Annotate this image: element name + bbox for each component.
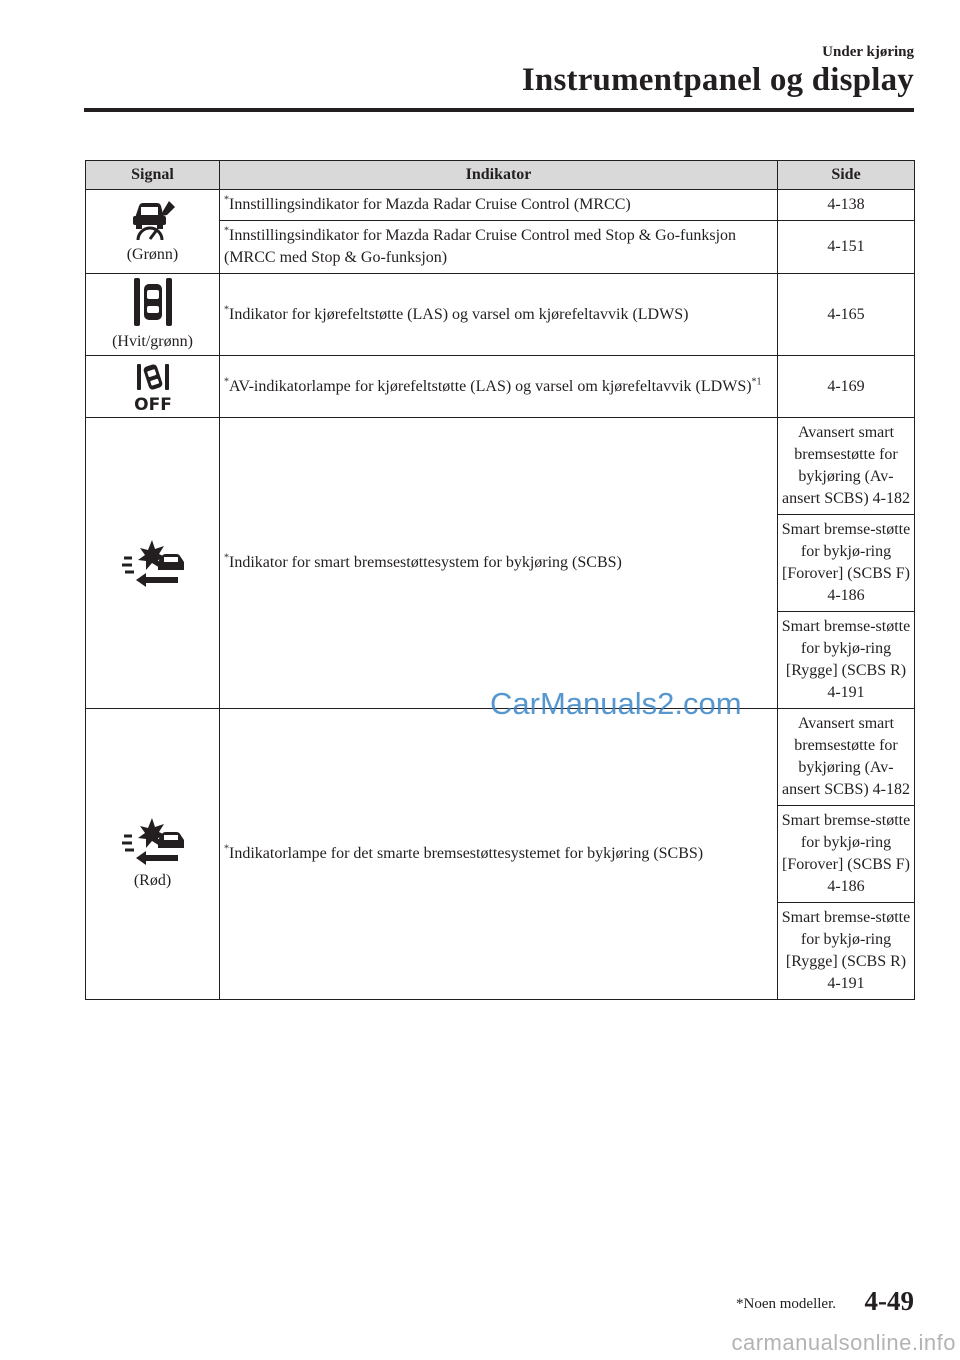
signal-cell [86,709,220,1000]
section-label: Under kjøring [822,44,914,60]
table-row [86,709,915,806]
indicator-cell: *Indikatorlampe for det smarte bremsestøttesystemet for bykjøring (SCBS) [220,709,778,1000]
signal-cell [86,356,220,418]
watermark: CarManuals2.com [490,686,742,721]
signal-table [85,160,915,1000]
page-reference: Smart bremse-støtte for bykjø-ring [Forover] (SCBS F) 4-186 [778,515,915,612]
lane-off-icon [131,362,175,412]
indicator-cell: *Innstillingsindikator for Mazda Radar Cruise Control (MRCC) [220,190,778,221]
page-reference: 4-138 [778,190,915,221]
column-header-page: Side [778,161,915,190]
column-header-indicator: Indikator [220,161,778,190]
page-title: Instrumentpanel og display [521,62,914,98]
mrcc-icon [129,198,177,240]
lane-icon [133,277,173,327]
indicator-cell: *AV-indikatorlampe for kjørefeltstøtte (LAS) og varsel om kjørefeltavvik (LDWS)$^{*1}$ [220,356,778,418]
signal-color-label: (Hvit/grønn) [112,332,193,350]
page-reference: Avansert smart bremsestøtte for bykjøring (Av-ansert SCBS) 4-182 [778,418,915,515]
page-reference: 4-165 [778,274,915,356]
site-watermark: carmanualsonline.info [731,1330,956,1355]
page-reference: Smart bremse-støtte for bykjø-ring [Rygge] (SCBS R) 4-191 [778,612,915,709]
page-reference: 4-169 [778,356,915,418]
signal-cell [86,418,220,709]
signal-color-label: (Rød) [133,872,172,889]
page-reference: Smart bremse-støtte for bykjø-ring [Rygge] (SCBS R) 4-191 [778,903,915,1000]
table-header-row [86,161,915,190]
svg-text:OFF: OFF [133,394,172,412]
table-row [86,190,915,221]
signal-color-label: (Grønn) [126,245,179,263]
table-row [86,274,915,356]
column-header-signal: Signal [86,161,220,190]
scbs-icon [120,538,186,588]
signal-cell [86,274,220,356]
page-reference: 4-151 [778,221,915,274]
indicator-cell: *Innstillingsindikator for Mazda Radar Cruise Control med Stop & Go-funksjon (MRCC med Stop & Go-funksjon) [220,221,778,274]
header-divider [84,108,914,112]
table-row [86,356,915,418]
indicator-cell: *Indikator for kjørefeltstøtte (LAS) og varsel om kjørefeltavvik (LDWS) [220,274,778,356]
signal-cell [86,190,220,274]
indicator-cell: *Indikator for smart bremsestøttesystem for bykjøring (SCBS) [220,418,778,709]
footnote: *Noen modeller. [736,1296,836,1312]
scbs-icon [120,816,186,866]
page-reference: Smart bremse-støtte for bykjø-ring [Forover] (SCBS F) 4-186 [778,806,915,903]
page-reference: Avansert smart bremsestøtte for bykjøring (Av-ansert SCBS) 4-182 [778,709,915,806]
page-number: 4-49 [864,1286,914,1316]
table-row [86,418,915,515]
